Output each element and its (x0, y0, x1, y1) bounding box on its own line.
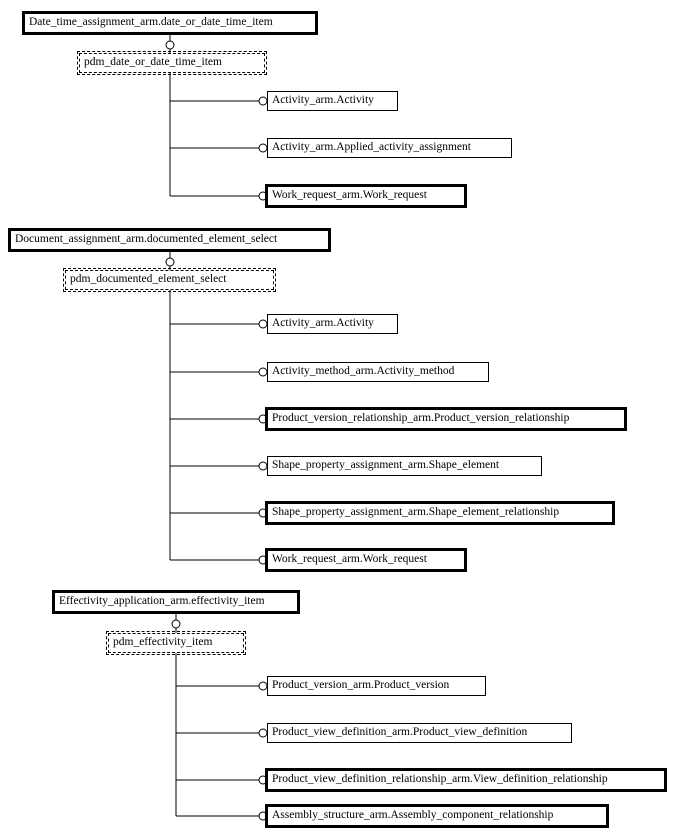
node-label: Product_view_definition_arm.Product_view_definition (272, 726, 528, 739)
entity-node-activity[interactable] (267, 91, 398, 111)
entity-node-work-request-2[interactable] (267, 550, 465, 570)
select-node-pdm-documented-element-select[interactable] (65, 270, 274, 290)
node-label: Product_version_arm.Product_version (272, 679, 450, 692)
node-label: Shape_property_assignment_arm.Shape_element_relationship (272, 506, 560, 519)
node-label: pdm_effectivity_item (113, 636, 213, 649)
node-label: Assembly_structure_arm.Assembly_component_relationship (272, 809, 554, 822)
select-node-pdm-effectivity-item[interactable] (108, 633, 244, 653)
node-label: Work_request_arm.Work_request (272, 189, 427, 202)
entity-node-view-definition-relationship[interactable] (267, 770, 665, 790)
node-label: Activity_method_arm.Activity_method (272, 365, 455, 378)
node-label: Product_version_relationship_arm.Product_version_relationship (272, 412, 570, 425)
select-root-date-or-date-time-item[interactable] (24, 13, 316, 33)
node-label: Activity_arm.Applied_activity_assignment (272, 141, 471, 154)
entity-node-applied-activity-assignment[interactable] (267, 138, 512, 158)
node-label: Effectivity_application_arm.effectivity_item (59, 595, 265, 608)
entity-node-activity-2[interactable] (267, 314, 398, 334)
entity-node-shape-element[interactable] (267, 456, 542, 476)
entity-node-shape-element-relationship[interactable] (267, 503, 613, 523)
node-label: pdm_date_or_date_time_item (84, 56, 222, 69)
node-label: Date_time_assignment_arm.date_or_date_time_item (29, 16, 273, 29)
select-node-pdm-date-or-date-time-item[interactable] (79, 53, 265, 73)
select-root-effectivity-item[interactable] (54, 592, 298, 612)
select-root-documented-element-select[interactable] (10, 230, 329, 250)
entity-node-product-version[interactable] (267, 676, 486, 696)
node-label: Document_assignment_arm.documented_element_select (15, 233, 278, 246)
node-label: Activity_arm.Activity (272, 317, 374, 330)
node-label: pdm_documented_element_select (70, 273, 227, 286)
entity-node-assembly-component-relationship[interactable] (267, 806, 607, 826)
entity-node-activity-method[interactable] (267, 362, 489, 382)
node-label: Activity_arm.Activity (272, 94, 374, 107)
entity-node-product-view-definition[interactable] (267, 723, 572, 743)
entity-node-work-request-1[interactable] (267, 186, 465, 206)
node-label: Shape_property_assignment_arm.Shape_element (272, 459, 500, 472)
node-label: Product_view_definition_relationship_arm.View_definition_relationship (272, 773, 608, 786)
node-label: Work_request_arm.Work_request (272, 553, 427, 566)
entity-node-product-version-relationship[interactable] (267, 409, 625, 429)
